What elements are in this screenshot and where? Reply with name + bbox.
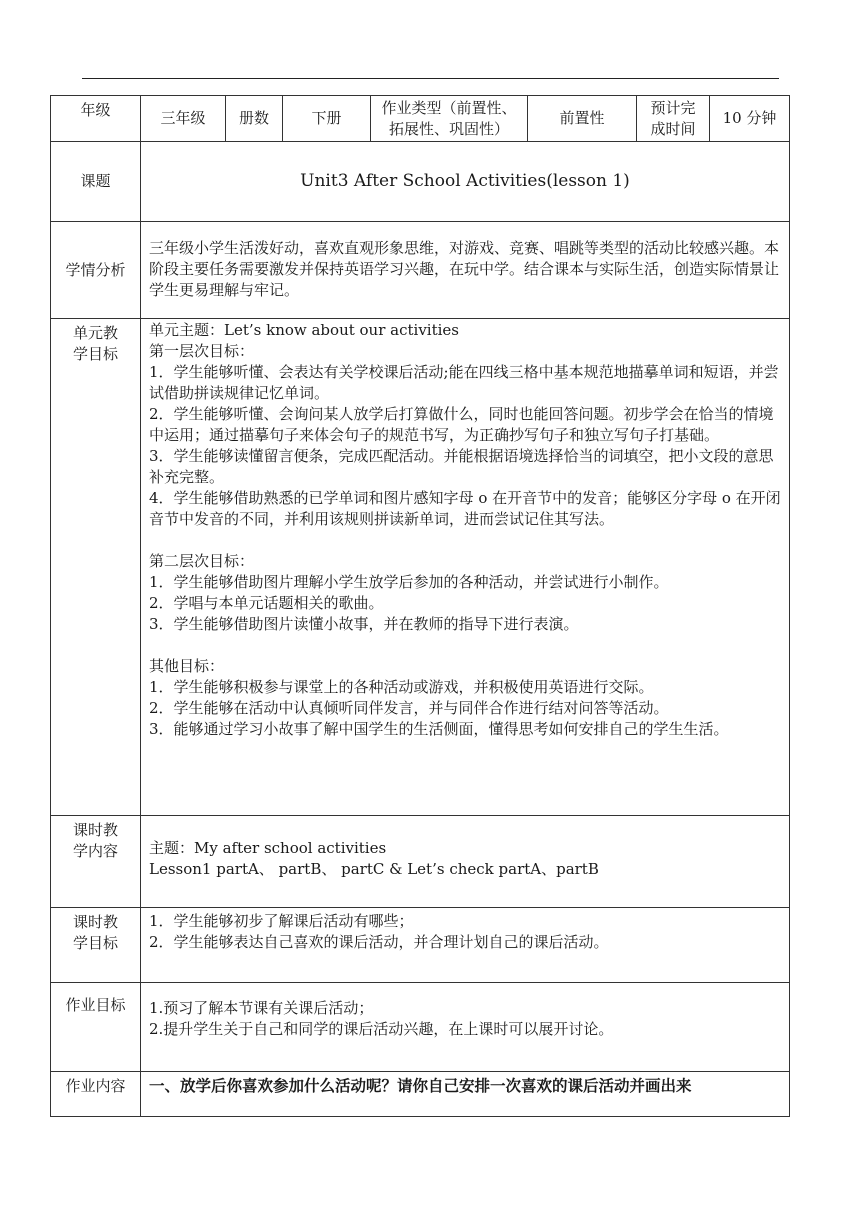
analysis-label: 学情分析 <box>51 222 141 319</box>
topic-label: 课题 <box>51 142 141 222</box>
homework-goal-item: 2.提升学生关于自己和同学的课后活动兴趣，在上课时可以展开讨论。 <box>149 1020 614 1038</box>
level2-title: 第二层次目标： <box>149 552 255 570</box>
level1-item: 4．学生能够借助熟悉的已学单词和图片感知字母 o 在开音节中的发音；能够区分字母 o 在开闭音节中发音的不同，并利用该规则拼读新单词，进而尝试记住其写法。 <box>149 489 781 528</box>
lesson-goals-body <box>141 908 790 983</box>
grade-label: 年级 <box>51 96 141 142</box>
analysis-text: 三年级小学生活泼好动，喜欢直观形象思维，对游戏、竞赛、唱跳等类型的活动比较感兴趣。本阶段主要任务需要激发并保持英语学习兴趣，在玩中学。结合课本与实际生活，创造实际情景让学生更易理解与牢记。 <box>141 222 790 319</box>
homework-goals-row <box>51 983 790 1072</box>
topic-title: Unit3 After School Activities(lesson 1) <box>141 142 790 222</box>
header-row <box>51 96 790 142</box>
other-title: 其他目标： <box>149 657 225 675</box>
lesson-goal-item: 2．学生能够表达自己喜欢的课后活动，并合理计划自己的课后活动。 <box>149 933 609 951</box>
grade-value: 三年级 <box>141 96 226 142</box>
estimated-time-label: 预计完成时间 <box>637 96 710 142</box>
level1-item: 1．学生能够听懂、会表达有关学校课后活动;能在四线三格中基本规范地描摹单词和短语，并尝试借助拼读规律记忆单词。 <box>149 363 779 402</box>
lesson-content-label: 课时教学内容 <box>51 816 141 908</box>
unit-goals-body <box>141 319 790 816</box>
homework-type-label: 作业类型（前置性、拓展性、巩固性） <box>371 96 528 142</box>
lesson-goals-row <box>51 908 790 983</box>
homework-goals-body <box>141 983 790 1072</box>
lesson-content-row <box>51 816 790 908</box>
unit-goals-label: 单元教学目标 <box>51 319 141 816</box>
homework-goal-item: 1.预习了解本节课有关课后活动； <box>149 999 374 1017</box>
other-item: 2．学生能够在活动中认真倾听同伴发言，并与同伴合作进行结对问答等活动。 <box>149 699 669 717</box>
other-item: 3．能够通过学习小故事了解中国学生的生活侧面，懂得思考如何安排自己的学生生活。 <box>149 720 729 738</box>
homework-content-row <box>51 1072 790 1117</box>
estimated-time-value: 10 分钟 <box>710 96 790 142</box>
level1-title: 第一层次目标： <box>149 342 255 360</box>
homework-content-label: 作业内容 <box>51 1072 141 1117</box>
lesson-theme: 主题：My after school activities <box>149 839 387 857</box>
lesson-goal-item: 1．学生能够初步了解课后活动有哪些； <box>149 912 414 930</box>
level2-item: 1．学生能够借助图片理解小学生放学后参加的各种活动，并尝试进行小制作。 <box>149 573 669 591</box>
unit-theme: 单元主题：Let’s know about our activities <box>149 321 459 339</box>
unit-goals-row <box>51 319 790 816</box>
volume-value: 下册 <box>283 96 371 142</box>
other-item: 1．学生能够积极参与课堂上的各种活动或游戏，并积极使用英语进行交际。 <box>149 678 654 696</box>
lesson-plan-table <box>50 95 790 1117</box>
level2-item: 2．学唱与本单元话题相关的歌曲。 <box>149 594 384 612</box>
volume-label: 册数 <box>226 96 283 142</box>
header-rule <box>82 78 779 79</box>
spacer <box>149 530 783 551</box>
analysis-row <box>51 222 790 319</box>
homework-content-text: 一、放学后你喜欢参加什么活动呢？请你自己安排一次喜欢的课后活动并画出来 <box>141 1072 790 1117</box>
topic-row <box>51 142 790 222</box>
spacer <box>149 635 783 656</box>
homework-goals-label: 作业目标 <box>51 983 141 1072</box>
lesson-goals-label: 课时教学目标 <box>51 908 141 983</box>
lesson-content-body <box>141 816 790 908</box>
homework-type-value: 前置性 <box>528 96 637 142</box>
level1-item: 2．学生能够听懂、会询问某人放学后打算做什么，同时也能回答问题。初步学会在恰当的情境中运用；通过描摹句子来体会句子的规范书写，为正确抄写句子和独立写句子打基础。 <box>149 405 774 444</box>
level1-item: 3．学生能够读懂留言便条，完成匹配活动。并能根据语境选择恰当的词填空，把小文段的意思补充完整。 <box>149 447 774 486</box>
lesson-parts: Lesson1 partA、 partB、 partC & Let’s check partA、partB <box>149 860 599 878</box>
level2-item: 3．学生能够借助图片读懂小故事，并在教师的指导下进行表演。 <box>149 615 579 633</box>
